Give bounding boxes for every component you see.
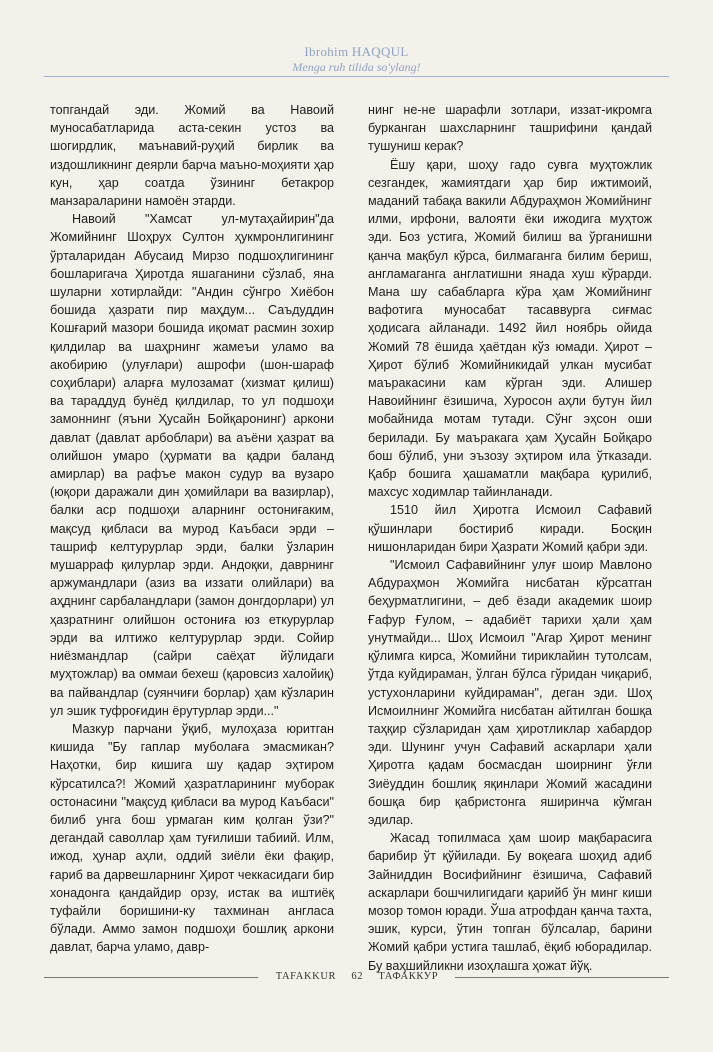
page-number: 62 xyxy=(351,971,364,982)
paragraph: нинг не-не шарафли зотлари, иззат-икромга бурканган шахсларнинг ташрифини қандай тушуниш керак? xyxy=(368,103,652,154)
footer-text xyxy=(262,970,452,984)
paragraph: Мазкур парчани ўқиб, мулоҳаза юритган кишида "Бу гаплар муболаға эмасмикан? Наҳотки, бир кишига шу қадар эҳтиром кўрсатилса?! Жомий ҳазратларининг муборак остонасини "мақсуд қибласи ва мурод Каъбаси" билиб унга бош урмаган ким қолган ўзи?" дегандай саволлар ҳам туғилиши табиий. Илм, ижод, ҳунар аҳли, оддий зиёли ёки фақир, ғариб ва дарвешларнинг Ҳирот чеккасидаги бир хонадонга қандайдир орзу, истак ва иштиёқ туфайли боришини-ку тахминан англаса бўлади. Аммо замон подшоҳи бошлиқ аркони давлат, барча уламо, давр- xyxy=(50,721,334,955)
footer-rule-right xyxy=(455,977,669,978)
header-author: Ibrohim HAQQUL xyxy=(304,44,409,59)
header-rule xyxy=(44,76,669,77)
footer-magazine-cyrillic: ТАФАККУР xyxy=(378,971,439,982)
footer-magazine-latin: TAFAKKUR xyxy=(275,971,337,982)
header-subtitle: Menga ruh tilida so'ylang! xyxy=(292,60,421,74)
paragraph: топгандай эди. Жомий ва Навоий муносабатларида аста-секин устоз ва шогирдлик, маънавий-руҳий бирлик ва издошликнинг деярли барча маъно-моҳияти ҳар кун, ҳар соатда ўзининг бетакрор манзараларини намоён этарди. xyxy=(50,103,334,209)
page-footer xyxy=(44,970,669,984)
right-column xyxy=(368,101,652,975)
paragraph: "Исмоил Сафавийнинг улуғ шоир Мавлоно Абдураҳмон Жомийга нисбатан кўрсатган беҳурматлигини, – деб ёзади академик шоир Ғафур Ғулом, – адабиёт тарихи ҳали ҳам унутмайди... Шоҳ Исмоил "Агар Ҳирот менинг қўлимга кирса, Жомийни тириклайин тутолсам, ўтда куйдираман, ўлган бўлса гўридан чиқариб, устухонларини куйдираман", деган эди. Шоҳ Исмоилнинг Жомийга нисбатан айтилган бошқа таҳқир сўзларидан ҳам ҳиротликлар хабардор эди. Шунинг учун Сафавий аскарлари ҳали Ҳиротга қадам босмасдан шоирнинг ўғли Зиёуддин бошлиқ яқинлари Жомий жасадини бошқа бир қабристонга яширинча кўмган эдилар. xyxy=(368,558,652,827)
paragraph: Навоий "Хамсат ул-мутаҳайирин"да Жомийнинг Шоҳрух Султон ҳукмронлигининг ўрталаридан Абусаид Мирзо подшоҳлигининг бошларигача Ҳиротда яшаганини сўзлаб, яна шуларни хотирлайди: "Андин сўнгро Хиёбон бошида ҳазрати пир маҳдум... Саъдуддин Кошғарий мазори бошида иқомат расмин зохир қилдилар ва шаҳрнинг жамеъи уламо ва акобирию (улуғлари) ашрофи (шон-шараф соҳиблари) аларға мулозамат (хизмат қилиш) ва тараддуд бунёд қилдилар, то ул подшоҳи замоннинг (яъни Ҳусайн Бойқаронинг) аркони давлат (давлат арбоблари) ва аъёни ҳазрат ва олийшон умаро (ҳурмати ва қадри баланд амирлар) ва рафъе макон судур ва вузаро (юқори даражали дин ҳомийлари ва вазирлар), балки аср подшоҳи аларнинг остониғаким, мақсуд қибласи ва мурод Каъбаси эрди – ташриф келтурурлар эрди, балки ўзларин мушарраф қилурлар эрди. Андоқки, даврнинг аржумандлари (азиз ва иззати олийлари) ва аҳднинг сарбаландлари (замон донгдорлари) ул ҳазратнинг олийшон остониға юз еткурурлар эрди ва илтижо келтурурлар эрди. Сойир ниёзмандлар (сайри саёҳат йўлидаги муҳтожлар) ва оммаи бехеш (қаровсиз халойиқ) ва пайвандлар (суянчиғи борлар) ҳам кўзларин ул эшик туфроғидин ёрутурлар эрди..." xyxy=(50,212,334,718)
paragraph: 1510 йил Ҳиротга Исмоил Сафавий қўшинлари бостириб киради. Босқин нишонларидан бири Ҳазрати Жомий қабри эди. xyxy=(368,503,652,554)
paragraph: Ёшу қари, шоҳу гадо сувга муҳтожлик сезгандек, жамиятдаги ҳар бир ижтимоий, маданий табақа вакили Абдураҳмон Жомийнинг илми, ирфони, валояти ёки ижодига муҳтож эди. Боз устига, Жомий билиш ва ўрганишни қанча мақбул кўрса, билмаганга билим бериш, англамаганга англатишни янада хуш кўрарди. Мана шу сабабларга кўра ҳам Жомийнинг вафотига муносабат тасаввурга сиғмас ҳодисага айланади. 1492 йил ноябрь ойида Жомий 78 ёшида ҳаётдан кўз юмади. Ҳирот – Ҳирот бўлиб Жомийникидай улкан мусибат маъракасини кам кўрган эди. Алишер Навоийнинг ёзишича, Хуросон аҳли бутун йил мобайнида мотам тутади. Сўнг эҳсон оши берилади. Бу маъракага ҳам Ҳусайн Бойқаро бош бўлиб, уни эъзозу эҳтиром ила ўтказади. Қабр бошига ҳашаматли мақбара қурилиб, махсус ходимлар тайинланади. xyxy=(368,157,652,500)
paragraph: Жасад топилмаса ҳам шоир мақбарасига барибир ўт қўйилади. Бу воқеага шоҳид адиб Зайниддин Восифийнинг ёзишича, Сафавий аскарлари бошчилигидаги қарийб ўн минг киши мозор томон юради. Ўша атрофдан қанча тахта, эшик, курси, ўтин топган бўлсалар, барини Жомий қабри устига ташлаб, ёқиб юборадилар. Бу ваҳшийликни изоҳлашга ҳожат йўқ. xyxy=(368,831,652,973)
footer-rule-left xyxy=(44,977,258,978)
left-column xyxy=(50,101,334,957)
page-header xyxy=(44,44,669,75)
